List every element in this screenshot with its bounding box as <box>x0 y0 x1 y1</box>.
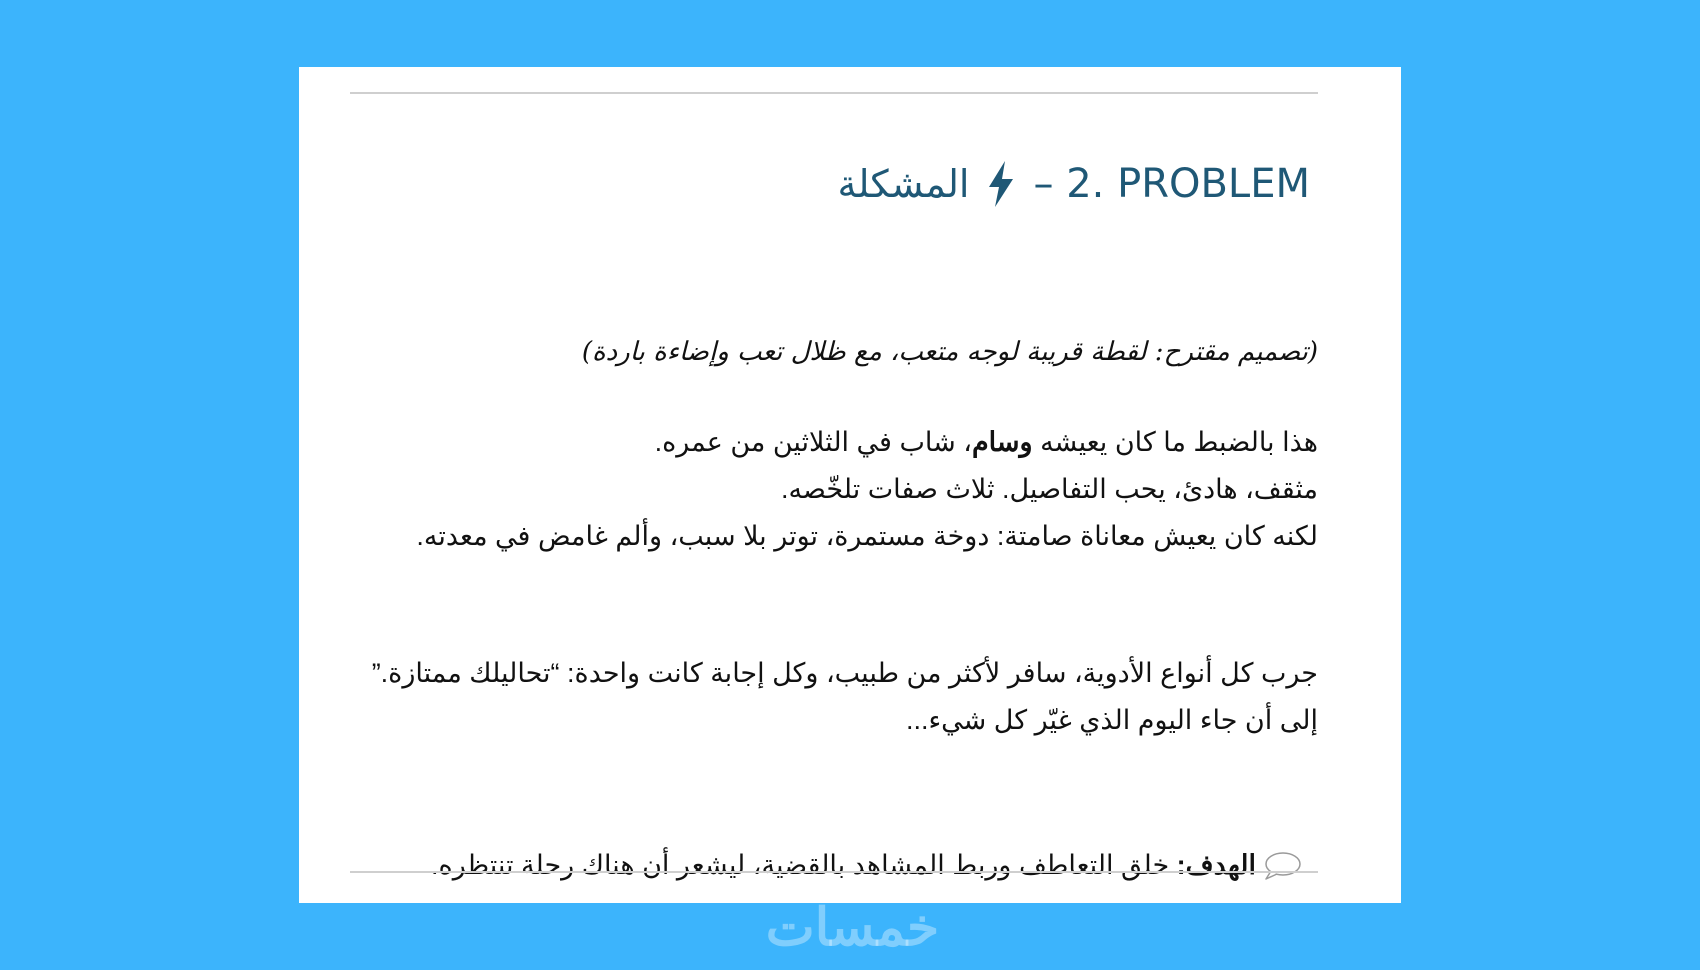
intro-line-2: مثقف، هادئ، يحب التفاصيل. ثلاث صفات تلخّصه. <box>780 474 1318 504</box>
lightning-icon <box>983 159 1019 209</box>
name-wissam: وسام <box>971 427 1033 457</box>
intro-line-1: هذا بالضبط ما كان يعيشه وسام، شاب في الثلاثين من عمره. <box>654 427 1318 457</box>
watermark-logo: خمسات <box>765 899 940 957</box>
goal-text: الهدف: خلق التعاطف وربط المشاهد بالقضية، ليشعر أن هناك رحلة تنتظره. <box>431 850 1256 880</box>
journey-line-2: إلى أن جاء اليوم الذي غيّر كل شيء... <box>905 705 1318 735</box>
journey-line-1: جرب كل أنواع الأدوية، سافر لأكثر من طبيب، وكل إجابة كانت واحدة: “تحاليلك ممتازة.” <box>371 658 1318 688</box>
paragraph-intro <box>358 419 1318 560</box>
top-divider <box>350 92 1318 94</box>
section-heading <box>838 149 1310 219</box>
paragraph-journey <box>358 650 1318 744</box>
document-page <box>299 67 1401 903</box>
speech-bubble-icon <box>1262 850 1302 882</box>
goal-label: الهدف: <box>1176 850 1256 880</box>
goal-statement <box>342 842 1302 889</box>
heading-english: – 2. PROBLEM <box>1033 161 1310 207</box>
design-note: (تصميم مقترح: لقطة قريبة لوجه متعب، مع ظلال تعب وإضاءة باردة) <box>581 337 1318 367</box>
bottom-divider <box>350 871 1318 873</box>
heading-arabic: المشكلة <box>837 162 970 206</box>
intro-line-3: لكنه كان يعيش معاناة صامتة: دوخة مستمرة، توتر بلا سبب، وألم غامض في معدته. <box>416 521 1318 551</box>
